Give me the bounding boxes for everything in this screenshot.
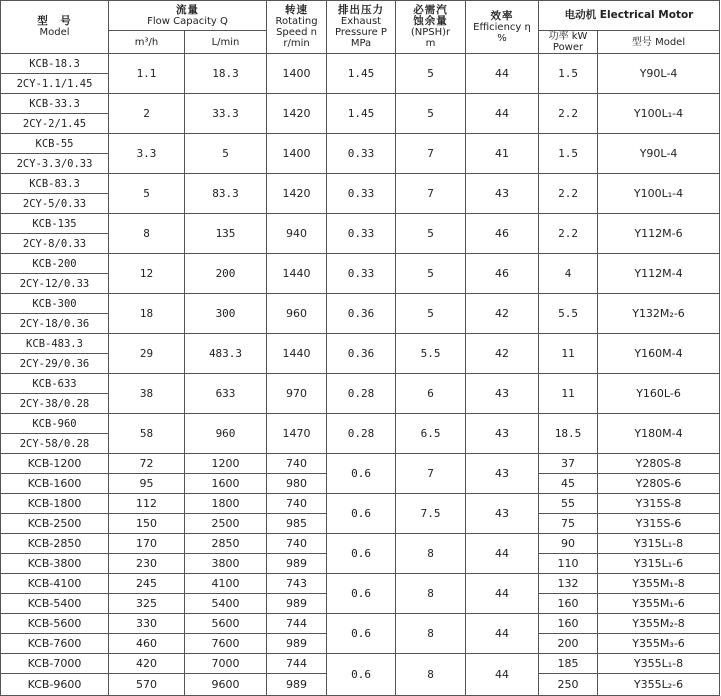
model-cell: KCB-4100 [1,574,109,594]
header-pressure-en3: MPa [350,38,372,49]
efficiency-cell: 44 [466,54,539,94]
speed-cell: 980 [267,474,327,494]
speed-cell: 989 [267,554,327,574]
power-cell: 2.2 [539,94,598,134]
flow-lmin-cell: 1200 [185,454,267,474]
motor-model-cell: Y160L-6 [598,374,720,414]
power-cell: 18.5 [539,414,598,454]
pressure-cell: 0.36 [327,334,396,374]
header-speed-en1: Rotating [275,16,318,27]
flow-lmin-cell: 9600 [185,674,267,696]
power-cell: 160 [539,594,598,614]
flow-lmin-cell: 960 [185,414,267,454]
efficiency-cell: 44 [466,94,539,134]
header-flow-unit-m3h: m³/h [109,31,185,54]
header-power-en: Power [552,42,584,53]
model-cell: KCB-300 [1,294,109,314]
efficiency-cell: 42 [466,294,539,334]
flow-lmin-cell: 633 [185,374,267,414]
flow-m3h-cell: 570 [109,674,185,696]
table-row [1,214,720,234]
motor-model-cell: Y315L₁-8 [598,534,720,554]
speed-cell: 740 [267,534,327,554]
flow-lmin-cell: 3800 [185,554,267,574]
efficiency-cell: 44 [466,534,539,574]
pressure-cell: 0.33 [327,254,396,294]
pressure-cell: 0.6 [327,614,396,654]
motor-model-cell: Y355L₁-8 [598,654,720,674]
flow-lmin-cell: 1800 [185,494,267,514]
motor-model-cell: Y355M₂-8 [598,614,720,634]
table-row [1,134,720,154]
flow-m3h-cell: 245 [109,574,185,594]
speed-cell: 970 [267,374,327,414]
npsh-cell: 7 [396,134,466,174]
flow-lmin-cell: 83.3 [185,174,267,214]
flow-m3h-cell: 8 [109,214,185,254]
table-row [1,614,720,634]
flow-m3h-cell: 95 [109,474,185,494]
motor-model-cell: Y355L₂-6 [598,674,720,696]
header-speed-cn: 转速 [285,4,309,16]
pressure-cell: 0.6 [327,454,396,494]
power-cell: 5.5 [539,294,598,334]
motor-model-cell: Y112M-4 [598,254,720,294]
efficiency-cell: 44 [466,654,539,696]
model-cell: KCB-5600 [1,614,109,634]
table-row [1,454,720,474]
model-sub-cell: 2CY-18/0.36 [1,314,109,334]
motor-model-cell: Y280S-6 [598,474,720,494]
model-sub-cell: 2CY-1.1/1.45 [1,74,109,94]
power-cell: 1.5 [539,54,598,94]
speed-cell: 1420 [267,174,327,214]
flow-lmin-cell: 2500 [185,514,267,534]
table-row [1,494,720,514]
speed-cell: 989 [267,594,327,614]
power-cell: 200 [539,634,598,654]
flow-lmin-cell: 483.3 [185,334,267,374]
flow-m3h-cell: 330 [109,614,185,634]
pressure-cell: 0.6 [327,534,396,574]
model-cell: KCB-1800 [1,494,109,514]
npsh-cell: 6.5 [396,414,466,454]
speed-cell: 744 [267,654,327,674]
header-npsh-en1: (NPSH)r [410,27,451,38]
power-cell: 4 [539,254,598,294]
power-cell: 90 [539,534,598,554]
model-sub-cell: 2CY-2/1.45 [1,114,109,134]
power-cell: 11 [539,374,598,414]
model-cell: KCB-1200 [1,454,109,474]
power-cell: 75 [539,514,598,534]
power-cell: 132 [539,574,598,594]
pressure-cell: 1.45 [327,94,396,134]
speed-cell: 989 [267,674,327,696]
efficiency-cell: 41 [466,134,539,174]
model-cell: KCB-135 [1,214,109,234]
model-cell: KCB-2500 [1,514,109,534]
header-flow-en: Flow Capacity Q [147,15,228,27]
efficiency-cell: 43 [466,454,539,494]
header-flow-unit-lmin: L/min [185,31,267,54]
flow-m3h-cell: 230 [109,554,185,574]
model-sub-cell: 2CY-5/0.33 [1,194,109,214]
pressure-cell: 1.45 [327,54,396,94]
header-motor-model: 型号 Model [598,31,720,54]
header-speed [267,1,327,54]
npsh-cell: 7 [396,174,466,214]
header-speed-en2: Speed n [276,27,317,38]
npsh-cell: 5.5 [396,334,466,374]
header-eff-en2: % [497,32,507,44]
speed-cell: 960 [267,294,327,334]
header-npsh-cn2: 蚀余量 [413,15,448,27]
npsh-cell: 8 [396,574,466,614]
npsh-cell: 6 [396,374,466,414]
npsh-cell: 5 [396,254,466,294]
table-row [1,54,720,74]
flow-m3h-cell: 325 [109,594,185,614]
npsh-cell: 7 [396,454,466,494]
motor-model-cell: Y315S-6 [598,514,720,534]
flow-lmin-cell: 7000 [185,654,267,674]
table-row [1,94,720,114]
pressure-cell: 0.33 [327,214,396,254]
speed-cell: 985 [267,514,327,534]
power-cell: 2.2 [539,214,598,254]
speed-cell: 989 [267,634,327,654]
flow-lmin-cell: 2850 [185,534,267,554]
header-motor [539,1,720,31]
header-power-cn: 功率 kW [548,31,588,42]
model-sub-cell: 2CY-8/0.33 [1,234,109,254]
pressure-cell: 0.6 [327,574,396,614]
flow-lmin-cell: 7600 [185,634,267,654]
npsh-cell: 8 [396,654,466,696]
speed-cell: 1470 [267,414,327,454]
pressure-cell: 0.36 [327,294,396,334]
pressure-cell: 0.6 [327,494,396,534]
motor-model-cell: Y315S-8 [598,494,720,514]
model-cell: KCB-7600 [1,634,109,654]
table-row [1,174,720,194]
power-cell: 2.2 [539,174,598,214]
header-eff-en1: Efficiency η [473,21,531,33]
flow-m3h-cell: 38 [109,374,185,414]
header-motor-title: 电动机 Electrical Motor [564,9,694,21]
flow-lmin-cell: 1600 [185,474,267,494]
header-npsh-cn1: 必需汽 [413,4,448,16]
motor-model-cell: Y180M-4 [598,414,720,454]
model-cell: KCB-960 [1,414,109,434]
header-npsh-en2: m [425,38,436,49]
header-model-en: Model [39,27,70,38]
table-row [1,294,720,314]
header-flow-cn: 流量 [176,3,199,16]
pressure-cell: 0.28 [327,414,396,454]
flow-m3h-cell: 1.1 [109,54,185,94]
npsh-cell: 5 [396,294,466,334]
efficiency-cell: 43 [466,494,539,534]
header-pressure-cn: 排出压力 [338,4,385,16]
motor-model-cell: Y132M₂-6 [598,294,720,334]
model-cell: KCB-83.3 [1,174,109,194]
npsh-cell: 8 [396,614,466,654]
motor-model-cell: Y160M-4 [598,334,720,374]
motor-model-cell: Y100L₁-4 [598,174,720,214]
motor-model-cell: Y355M₃-6 [598,634,720,654]
speed-cell: 740 [267,494,327,514]
flow-lmin-cell: 300 [185,294,267,334]
flow-m3h-cell: 2 [109,94,185,134]
flow-lmin-cell: 135 [185,214,267,254]
table-row [1,574,720,594]
motor-model-cell: Y112M-6 [598,214,720,254]
pressure-cell: 0.33 [327,134,396,174]
header-npsh [396,1,466,54]
model-cell: KCB-33.3 [1,94,109,114]
header-speed-en3: r/min [283,38,310,49]
model-cell: KCB-5400 [1,594,109,614]
flow-m3h-cell: 150 [109,514,185,534]
speed-cell: 940 [267,214,327,254]
motor-model-cell: Y90L-4 [598,54,720,94]
table-row [1,414,720,434]
flow-m3h-cell: 112 [109,494,185,514]
header-efficiency [466,1,539,54]
model-cell: KCB-7000 [1,654,109,674]
speed-cell: 1440 [267,334,327,374]
power-cell: 1.5 [539,134,598,174]
power-cell: 250 [539,674,598,696]
npsh-cell: 7.5 [396,494,466,534]
table-row [1,654,720,674]
efficiency-cell: 46 [466,214,539,254]
motor-model-cell: Y280S-8 [598,454,720,474]
power-cell: 55 [539,494,598,514]
model-cell: KCB-9600 [1,674,109,696]
npsh-cell: 5 [396,54,466,94]
flow-m3h-cell: 72 [109,454,185,474]
flow-m3h-cell: 12 [109,254,185,294]
power-cell: 160 [539,614,598,634]
speed-cell: 1420 [267,94,327,134]
table-row [1,374,720,394]
efficiency-cell: 43 [466,174,539,214]
header-pressure-en1: Exhaust [340,16,382,27]
efficiency-cell: 44 [466,574,539,614]
model-cell: KCB-200 [1,254,109,274]
power-cell: 45 [539,474,598,494]
pressure-cell: 0.33 [327,174,396,214]
table-body [1,54,720,696]
model-cell: KCB-3800 [1,554,109,574]
speed-cell: 1440 [267,254,327,294]
flow-m3h-cell: 3.3 [109,134,185,174]
flow-lmin-cell: 5 [185,134,267,174]
flow-lmin-cell: 18.3 [185,54,267,94]
header-pressure-en2: Pressure P [335,27,387,38]
model-sub-cell: 2CY-12/0.33 [1,274,109,294]
efficiency-cell: 44 [466,614,539,654]
efficiency-cell: 43 [466,374,539,414]
model-cell: KCB-55 [1,134,109,154]
flow-m3h-cell: 5 [109,174,185,214]
flow-m3h-cell: 58 [109,414,185,454]
npsh-cell: 8 [396,534,466,574]
header-power [539,31,598,54]
flow-m3h-cell: 420 [109,654,185,674]
flow-lmin-cell: 4100 [185,574,267,594]
motor-model-cell: Y315L₁-6 [598,554,720,574]
power-cell: 37 [539,454,598,474]
power-cell: 185 [539,654,598,674]
motor-model-cell: Y90L-4 [598,134,720,174]
npsh-cell: 5 [396,94,466,134]
flow-m3h-cell: 18 [109,294,185,334]
header-flow [109,1,267,31]
speed-cell: 1400 [267,54,327,94]
flow-lmin-cell: 33.3 [185,94,267,134]
flow-lmin-cell: 200 [185,254,267,294]
header-pressure [327,1,396,54]
model-cell: KCB-1600 [1,474,109,494]
motor-model-cell: Y355M₁-6 [598,594,720,614]
flow-lmin-cell: 5600 [185,614,267,634]
efficiency-cell: 42 [466,334,539,374]
power-cell: 11 [539,334,598,374]
speed-cell: 743 [267,574,327,594]
header-eff-cn: 效率 [490,9,514,22]
speed-cell: 1400 [267,134,327,174]
power-cell: 110 [539,554,598,574]
model-sub-cell: 2CY-38/0.28 [1,394,109,414]
flow-lmin-cell: 5400 [185,594,267,614]
npsh-cell: 5 [396,214,466,254]
table-row [1,534,720,554]
flow-m3h-cell: 460 [109,634,185,654]
pressure-cell: 0.6 [327,654,396,696]
speed-cell: 744 [267,614,327,634]
pressure-cell: 0.28 [327,374,396,414]
table-row [1,254,720,274]
model-sub-cell: 2CY-58/0.28 [1,434,109,454]
model-cell: KCB-483.3 [1,334,109,354]
model-sub-cell: 2CY-29/0.36 [1,354,109,374]
model-cell: KCB-18.3 [1,54,109,74]
header-model-cn: 型 号 [37,15,72,27]
speed-cell: 740 [267,454,327,474]
table-row [1,334,720,354]
model-sub-cell: 2CY-3.3/0.33 [1,154,109,174]
model-cell: KCB-633 [1,374,109,394]
flow-m3h-cell: 170 [109,534,185,554]
motor-model-cell: Y100L₁-4 [598,94,720,134]
header-model [1,1,109,54]
flow-m3h-cell: 29 [109,334,185,374]
model-cell: KCB-2850 [1,534,109,554]
efficiency-cell: 46 [466,254,539,294]
efficiency-cell: 43 [466,414,539,454]
motor-model-cell: Y355M₁-8 [598,574,720,594]
